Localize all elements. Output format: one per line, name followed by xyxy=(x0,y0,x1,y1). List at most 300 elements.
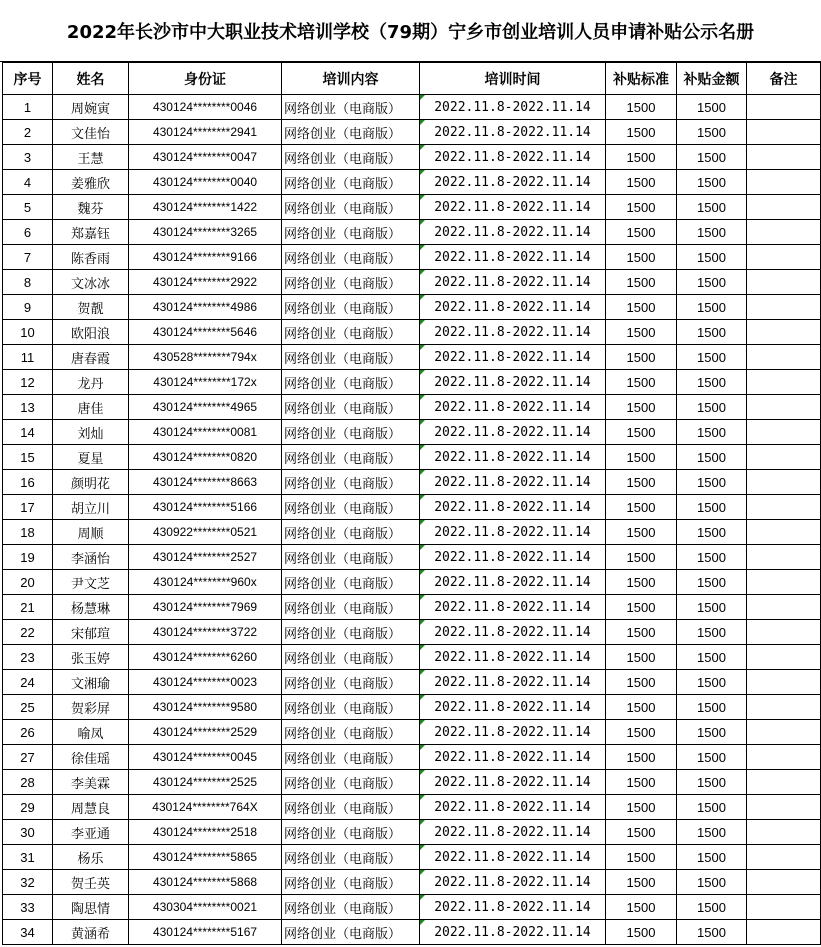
cell-no[interactable]: 12 xyxy=(3,370,53,395)
cell-name[interactable]: 夏星 xyxy=(53,445,129,470)
cell-time[interactable]: 2022.11.8-2022.11.14 xyxy=(420,670,606,695)
cell-time[interactable]: 2022.11.8-2022.11.14 xyxy=(420,820,606,845)
cell-time[interactable]: 2022.11.8-2022.11.14 xyxy=(420,220,606,245)
table-row xyxy=(3,370,821,395)
cell-amount[interactable]: 1500 xyxy=(677,870,747,895)
cell-time[interactable]: 2022.11.8-2022.11.14 xyxy=(420,270,606,295)
cell-content[interactable]: 网络创业（电商版） xyxy=(282,695,420,720)
cell-content[interactable]: 网络创业（电商版） xyxy=(282,520,420,545)
table-row xyxy=(3,545,821,570)
cell-note[interactable] xyxy=(747,420,821,445)
cell-id[interactable]: 430124********4986 xyxy=(129,295,282,320)
cell-standard[interactable]: 1500 xyxy=(606,870,677,895)
cell-name[interactable]: 魏芬 xyxy=(53,195,129,220)
table-row xyxy=(3,645,821,670)
cell-note[interactable] xyxy=(747,870,821,895)
cell-time[interactable]: 2022.11.8-2022.11.14 xyxy=(420,895,606,920)
cell-no[interactable]: 28 xyxy=(3,770,53,795)
cell-content[interactable]: 网络创业（电商版） xyxy=(282,395,420,420)
cell-name[interactable]: 王慧 xyxy=(53,145,129,170)
cell-no[interactable]: 2 xyxy=(3,120,53,145)
cell-time[interactable]: 2022.11.8-2022.11.14 xyxy=(420,520,606,545)
cell-no[interactable]: 6 xyxy=(3,220,53,245)
cell-amount[interactable]: 1500 xyxy=(677,495,747,520)
cell-no[interactable]: 14 xyxy=(3,420,53,445)
cell-name[interactable]: 贺壬英 xyxy=(53,870,129,895)
cell-note[interactable] xyxy=(747,495,821,520)
cell-standard[interactable]: 1500 xyxy=(606,145,677,170)
cell-standard[interactable]: 1500 xyxy=(606,845,677,870)
cell-content[interactable]: 网络创业（电商版） xyxy=(282,345,420,370)
cell-no[interactable]: 20 xyxy=(3,570,53,595)
cell-standard[interactable]: 1500 xyxy=(606,470,677,495)
cell-note[interactable] xyxy=(747,595,821,620)
cell-amount[interactable]: 1500 xyxy=(677,795,747,820)
cell-amount[interactable]: 1500 xyxy=(677,720,747,745)
cell-amount[interactable]: 1500 xyxy=(677,120,747,145)
cell-id[interactable]: 430124********8663 xyxy=(129,470,282,495)
cell-no[interactable]: 1 xyxy=(3,95,53,120)
cell-name[interactable]: 龙丹 xyxy=(53,370,129,395)
header-cell-id[interactable]: 身份证 xyxy=(129,63,282,95)
cell-content[interactable]: 网络创业（电商版） xyxy=(282,620,420,645)
cell-content[interactable]: 网络创业（电商版） xyxy=(282,745,420,770)
cell-content[interactable]: 网络创业（电商版） xyxy=(282,670,420,695)
cell-standard[interactable]: 1500 xyxy=(606,495,677,520)
cell-id[interactable]: 430124********2518 xyxy=(129,820,282,845)
cell-content[interactable]: 网络创业（电商版） xyxy=(282,545,420,570)
cell-content[interactable]: 网络创业（电商版） xyxy=(282,270,420,295)
cell-id[interactable]: 430124********9580 xyxy=(129,695,282,720)
cell-content[interactable]: 网络创业（电商版） xyxy=(282,220,420,245)
cell-time[interactable]: 2022.11.8-2022.11.14 xyxy=(420,470,606,495)
cell-content[interactable]: 网络创业（电商版） xyxy=(282,420,420,445)
cell-no[interactable]: 10 xyxy=(3,320,53,345)
cell-name[interactable]: 张玉婷 xyxy=(53,645,129,670)
cell-standard[interactable]: 1500 xyxy=(606,520,677,545)
cell-time[interactable]: 2022.11.8-2022.11.14 xyxy=(420,645,606,670)
cell-time[interactable]: 2022.11.8-2022.11.14 xyxy=(420,120,606,145)
cell-note[interactable] xyxy=(747,345,821,370)
cell-amount[interactable]: 1500 xyxy=(677,370,747,395)
cell-note[interactable] xyxy=(747,95,821,120)
cell-time[interactable]: 2022.11.8-2022.11.14 xyxy=(420,320,606,345)
cell-id[interactable]: 430124********0047 xyxy=(129,145,282,170)
header-cell-standard[interactable]: 补贴标准 xyxy=(606,63,677,95)
cell-content[interactable]: 网络创业（电商版） xyxy=(282,470,420,495)
cell-no[interactable]: 21 xyxy=(3,595,53,620)
table-row xyxy=(3,495,821,520)
cell-name[interactable]: 李涵怡 xyxy=(53,545,129,570)
cell-standard[interactable]: 1500 xyxy=(606,770,677,795)
cell-note[interactable] xyxy=(747,695,821,720)
cell-id[interactable]: 430124********5167 xyxy=(129,920,282,945)
cell-no[interactable]: 5 xyxy=(3,195,53,220)
cell-id[interactable]: 430124********2527 xyxy=(129,545,282,570)
cell-time[interactable]: 2022.11.8-2022.11.14 xyxy=(420,745,606,770)
cell-note[interactable] xyxy=(747,445,821,470)
cell-amount[interactable]: 1500 xyxy=(677,395,747,420)
cell-amount[interactable]: 1500 xyxy=(677,320,747,345)
cell-amount[interactable]: 1500 xyxy=(677,545,747,570)
cell-id[interactable]: 430124********2529 xyxy=(129,720,282,745)
cell-note[interactable] xyxy=(747,770,821,795)
cell-note[interactable] xyxy=(747,395,821,420)
cell-no[interactable]: 18 xyxy=(3,520,53,545)
cell-no[interactable]: 33 xyxy=(3,895,53,920)
table-row xyxy=(3,220,821,245)
cell-amount[interactable]: 1500 xyxy=(677,420,747,445)
cell-standard[interactable]: 1500 xyxy=(606,445,677,470)
cell-time[interactable]: 2022.11.8-2022.11.14 xyxy=(420,445,606,470)
cell-no[interactable]: 11 xyxy=(3,345,53,370)
table-row xyxy=(3,870,821,895)
cell-no[interactable]: 22 xyxy=(3,620,53,645)
cell-no[interactable]: 8 xyxy=(3,270,53,295)
cell-standard[interactable]: 1500 xyxy=(606,920,677,945)
cell-note[interactable] xyxy=(747,270,821,295)
cell-no[interactable]: 15 xyxy=(3,445,53,470)
cell-name[interactable]: 陈香雨 xyxy=(53,245,129,270)
cell-content[interactable]: 网络创业（电商版） xyxy=(282,845,420,870)
cell-no[interactable]: 34 xyxy=(3,920,53,945)
cell-name[interactable]: 徐佳瑶 xyxy=(53,745,129,770)
cell-id[interactable]: 430124********960x xyxy=(129,570,282,595)
cell-amount[interactable]: 1500 xyxy=(677,95,747,120)
header-cell-content[interactable]: 培训内容 xyxy=(282,63,420,95)
cell-name[interactable]: 唐春霞 xyxy=(53,345,129,370)
cell-no[interactable]: 27 xyxy=(3,745,53,770)
cell-amount[interactable]: 1500 xyxy=(677,145,747,170)
cell-note[interactable] xyxy=(747,920,821,945)
cell-amount[interactable]: 1500 xyxy=(677,595,747,620)
cell-content[interactable]: 网络创业（电商版） xyxy=(282,595,420,620)
cell-time[interactable]: 2022.11.8-2022.11.14 xyxy=(420,395,606,420)
cell-content[interactable]: 网络创业（电商版） xyxy=(282,445,420,470)
header-cell-name[interactable]: 姓名 xyxy=(53,63,129,95)
cell-content[interactable]: 网络创业（电商版） xyxy=(282,920,420,945)
cell-id[interactable]: 430124********7969 xyxy=(129,595,282,620)
cell-note[interactable] xyxy=(747,895,821,920)
header-row xyxy=(3,63,821,95)
table-row xyxy=(3,795,821,820)
cell-time[interactable]: 2022.11.8-2022.11.14 xyxy=(420,295,606,320)
cell-no[interactable]: 25 xyxy=(3,695,53,720)
cell-standard[interactable]: 1500 xyxy=(606,795,677,820)
cell-note[interactable] xyxy=(747,520,821,545)
cell-name[interactable]: 文冰冰 xyxy=(53,270,129,295)
cell-amount[interactable]: 1500 xyxy=(677,270,747,295)
cell-id[interactable]: 430304********0021 xyxy=(129,895,282,920)
cell-name[interactable]: 黄涵希 xyxy=(53,920,129,945)
cell-time[interactable]: 2022.11.8-2022.11.14 xyxy=(420,695,606,720)
cell-content[interactable]: 网络创业（电商版） xyxy=(282,895,420,920)
cell-name[interactable]: 文湘瑜 xyxy=(53,670,129,695)
cell-no[interactable]: 7 xyxy=(3,245,53,270)
cell-content[interactable]: 网络创业（电商版） xyxy=(282,320,420,345)
cell-standard[interactable]: 1500 xyxy=(606,120,677,145)
cell-no[interactable]: 32 xyxy=(3,870,53,895)
cell-content[interactable]: 网络创业（电商版） xyxy=(282,770,420,795)
cell-amount[interactable]: 1500 xyxy=(677,570,747,595)
cell-id[interactable]: 430124********5166 xyxy=(129,495,282,520)
cell-no[interactable]: 4 xyxy=(3,170,53,195)
cell-name[interactable]: 胡立川 xyxy=(53,495,129,520)
cell-time[interactable]: 2022.11.8-2022.11.14 xyxy=(420,495,606,520)
cell-standard[interactable]: 1500 xyxy=(606,620,677,645)
cell-id[interactable]: 430124********0023 xyxy=(129,670,282,695)
cell-id[interactable]: 430922********0521 xyxy=(129,520,282,545)
subsidy-table xyxy=(2,62,821,945)
cell-no[interactable]: 3 xyxy=(3,145,53,170)
table-row xyxy=(3,245,821,270)
cell-no[interactable]: 29 xyxy=(3,795,53,820)
cell-note[interactable] xyxy=(747,245,821,270)
cell-id[interactable]: 430124********0081 xyxy=(129,420,282,445)
cell-id[interactable]: 430124********0046 xyxy=(129,95,282,120)
table-row xyxy=(3,770,821,795)
cell-name[interactable]: 文佳怡 xyxy=(53,120,129,145)
cell-id[interactable]: 430124********2941 xyxy=(129,120,282,145)
cell-name[interactable]: 杨慧琳 xyxy=(53,595,129,620)
cell-content[interactable]: 网络创业（电商版） xyxy=(282,495,420,520)
cell-amount[interactable]: 1500 xyxy=(677,445,747,470)
table-row xyxy=(3,670,821,695)
cell-amount[interactable]: 1500 xyxy=(677,745,747,770)
cell-amount[interactable]: 1500 xyxy=(677,620,747,645)
cell-note[interactable] xyxy=(747,670,821,695)
cell-standard[interactable]: 1500 xyxy=(606,320,677,345)
cell-standard[interactable]: 1500 xyxy=(606,545,677,570)
cell-name[interactable]: 陶思情 xyxy=(53,895,129,920)
cell-note[interactable] xyxy=(747,720,821,745)
cell-name[interactable]: 李美霖 xyxy=(53,770,129,795)
cell-note[interactable] xyxy=(747,145,821,170)
cell-name[interactable]: 唐佳 xyxy=(53,395,129,420)
cell-amount[interactable]: 1500 xyxy=(677,895,747,920)
cell-name[interactable]: 喻凤 xyxy=(53,720,129,745)
cell-standard[interactable]: 1500 xyxy=(606,745,677,770)
table-row xyxy=(3,895,821,920)
cell-id[interactable]: 430124********1422 xyxy=(129,195,282,220)
cell-id[interactable]: 430124********5646 xyxy=(129,320,282,345)
cell-time[interactable]: 2022.11.8-2022.11.14 xyxy=(420,420,606,445)
cell-no[interactable]: 13 xyxy=(3,395,53,420)
header-cell-note[interactable]: 备注 xyxy=(747,63,821,95)
cell-name[interactable]: 郑嘉钰 xyxy=(53,220,129,245)
cell-time[interactable]: 2022.11.8-2022.11.14 xyxy=(420,170,606,195)
cell-no[interactable]: 31 xyxy=(3,845,53,870)
cell-time[interactable]: 2022.11.8-2022.11.14 xyxy=(420,870,606,895)
cell-note[interactable] xyxy=(747,570,821,595)
cell-time[interactable]: 2022.11.8-2022.11.14 xyxy=(420,145,606,170)
cell-time[interactable]: 2022.11.8-2022.11.14 xyxy=(420,95,606,120)
cell-time[interactable]: 2022.11.8-2022.11.14 xyxy=(420,795,606,820)
cell-id[interactable]: 430124********764X xyxy=(129,795,282,820)
table-row xyxy=(3,695,821,720)
cell-standard[interactable]: 1500 xyxy=(606,170,677,195)
cell-time[interactable]: 2022.11.8-2022.11.14 xyxy=(420,845,606,870)
cell-note[interactable] xyxy=(747,795,821,820)
cell-note[interactable] xyxy=(747,195,821,220)
cell-no[interactable]: 16 xyxy=(3,470,53,495)
cell-name[interactable]: 刘灿 xyxy=(53,420,129,445)
cell-no[interactable]: 9 xyxy=(3,295,53,320)
cell-standard[interactable]: 1500 xyxy=(606,370,677,395)
cell-id[interactable]: 430124********5868 xyxy=(129,870,282,895)
cell-note[interactable] xyxy=(747,220,821,245)
cell-name[interactable]: 李亚通 xyxy=(53,820,129,845)
cell-content[interactable]: 网络创业（电商版） xyxy=(282,295,420,320)
cell-standard[interactable]: 1500 xyxy=(606,295,677,320)
cell-time[interactable]: 2022.11.8-2022.11.14 xyxy=(420,720,606,745)
cell-id[interactable]: 430124********2525 xyxy=(129,770,282,795)
cell-standard[interactable]: 1500 xyxy=(606,245,677,270)
cell-id[interactable]: 430124********6260 xyxy=(129,645,282,670)
cell-content[interactable]: 网络创业（电商版） xyxy=(282,195,420,220)
cell-content[interactable]: 网络创业（电商版） xyxy=(282,870,420,895)
cell-amount[interactable]: 1500 xyxy=(677,820,747,845)
cell-no[interactable]: 17 xyxy=(3,495,53,520)
cell-no[interactable]: 24 xyxy=(3,670,53,695)
cell-content[interactable]: 网络创业（电商版） xyxy=(282,720,420,745)
cell-time[interactable]: 2022.11.8-2022.11.14 xyxy=(420,195,606,220)
cell-name[interactable]: 贺靓 xyxy=(53,295,129,320)
cell-standard[interactable]: 1500 xyxy=(606,345,677,370)
cell-amount[interactable]: 1500 xyxy=(677,345,747,370)
cell-note[interactable] xyxy=(747,170,821,195)
cell-note[interactable] xyxy=(747,295,821,320)
cell-name[interactable]: 宋郁瑄 xyxy=(53,620,129,645)
cell-note[interactable] xyxy=(747,620,821,645)
cell-standard[interactable]: 1500 xyxy=(606,420,677,445)
cell-note[interactable] xyxy=(747,820,821,845)
cell-amount[interactable]: 1500 xyxy=(677,695,747,720)
cell-content[interactable]: 网络创业（电商版） xyxy=(282,245,420,270)
cell-time[interactable]: 2022.11.8-2022.11.14 xyxy=(420,770,606,795)
cell-content[interactable]: 网络创业（电商版） xyxy=(282,370,420,395)
cell-amount[interactable]: 1500 xyxy=(677,470,747,495)
cell-standard[interactable]: 1500 xyxy=(606,645,677,670)
cell-no[interactable]: 26 xyxy=(3,720,53,745)
cell-amount[interactable]: 1500 xyxy=(677,170,747,195)
cell-content[interactable]: 网络创业（电商版） xyxy=(282,570,420,595)
cell-time[interactable]: 2022.11.8-2022.11.14 xyxy=(420,620,606,645)
header-cell-time[interactable]: 培训时间 xyxy=(420,63,606,95)
cell-content[interactable]: 网络创业（电商版） xyxy=(282,820,420,845)
cell-time[interactable]: 2022.11.8-2022.11.14 xyxy=(420,570,606,595)
cell-time[interactable]: 2022.11.8-2022.11.14 xyxy=(420,595,606,620)
cell-note[interactable] xyxy=(747,470,821,495)
cell-amount[interactable]: 1500 xyxy=(677,520,747,545)
cell-content[interactable]: 网络创业（电商版） xyxy=(282,95,420,120)
cell-standard[interactable]: 1500 xyxy=(606,695,677,720)
cell-amount[interactable]: 1500 xyxy=(677,920,747,945)
cell-id[interactable]: 430124********0040 xyxy=(129,170,282,195)
cell-standard[interactable]: 1500 xyxy=(606,195,677,220)
cell-id[interactable]: 430124********0820 xyxy=(129,445,282,470)
table-row xyxy=(3,195,821,220)
cell-id[interactable]: 430124********4965 xyxy=(129,395,282,420)
cell-note[interactable] xyxy=(747,370,821,395)
cell-id[interactable]: 430124********2922 xyxy=(129,270,282,295)
cell-content[interactable]: 网络创业（电商版） xyxy=(282,645,420,670)
cell-time[interactable]: 2022.11.8-2022.11.14 xyxy=(420,245,606,270)
cell-no[interactable]: 23 xyxy=(3,645,53,670)
cell-standard[interactable]: 1500 xyxy=(606,895,677,920)
cell-id[interactable]: 430124********5865 xyxy=(129,845,282,870)
cell-name[interactable]: 尹文芝 xyxy=(53,570,129,595)
cell-note[interactable] xyxy=(747,545,821,570)
cell-id[interactable]: 430124********3722 xyxy=(129,620,282,645)
table-row xyxy=(3,470,821,495)
cell-amount[interactable]: 1500 xyxy=(677,845,747,870)
cell-content[interactable]: 网络创业（电商版） xyxy=(282,795,420,820)
cell-time[interactable]: 2022.11.8-2022.11.14 xyxy=(420,345,606,370)
cell-amount[interactable]: 1500 xyxy=(677,245,747,270)
cell-note[interactable] xyxy=(747,645,821,670)
cell-standard[interactable]: 1500 xyxy=(606,820,677,845)
cell-standard[interactable]: 1500 xyxy=(606,395,677,420)
cell-name[interactable]: 颜明花 xyxy=(53,470,129,495)
cell-standard[interactable]: 1500 xyxy=(606,720,677,745)
cell-note[interactable] xyxy=(747,845,821,870)
cell-id[interactable]: 430124********172x xyxy=(129,370,282,395)
cell-time[interactable]: 2022.11.8-2022.11.14 xyxy=(420,545,606,570)
cell-note[interactable] xyxy=(747,745,821,770)
cell-standard[interactable]: 1500 xyxy=(606,670,677,695)
table-row xyxy=(3,920,821,945)
cell-name[interactable]: 贺彩屏 xyxy=(53,695,129,720)
cell-time[interactable]: 2022.11.8-2022.11.14 xyxy=(420,370,606,395)
cell-name[interactable]: 姜雅欣 xyxy=(53,170,129,195)
cell-amount[interactable]: 1500 xyxy=(677,220,747,245)
cell-id[interactable]: 430528********794x xyxy=(129,345,282,370)
cell-no[interactable]: 19 xyxy=(3,545,53,570)
cell-name[interactable]: 周婉寅 xyxy=(53,95,129,120)
header-cell-amount[interactable]: 补贴金额 xyxy=(677,63,747,95)
cell-amount[interactable]: 1500 xyxy=(677,645,747,670)
cell-name[interactable]: 杨乐 xyxy=(53,845,129,870)
cell-name[interactable]: 欧阳浪 xyxy=(53,320,129,345)
cell-no[interactable]: 30 xyxy=(3,820,53,845)
header-cell-no[interactable]: 序号 xyxy=(3,63,53,95)
cell-time[interactable]: 2022.11.8-2022.11.14 xyxy=(420,920,606,945)
table-row xyxy=(3,145,821,170)
cell-amount[interactable]: 1500 xyxy=(677,295,747,320)
cell-amount[interactable]: 1500 xyxy=(677,195,747,220)
cell-content[interactable]: 网络创业（电商版） xyxy=(282,120,420,145)
cell-amount[interactable]: 1500 xyxy=(677,770,747,795)
cell-standard[interactable]: 1500 xyxy=(606,570,677,595)
cell-id[interactable]: 430124********0045 xyxy=(129,745,282,770)
cell-amount[interactable]: 1500 xyxy=(677,670,747,695)
cell-name[interactable]: 周慧良 xyxy=(53,795,129,820)
cell-id[interactable]: 430124********9166 xyxy=(129,245,282,270)
cell-standard[interactable]: 1500 xyxy=(606,595,677,620)
cell-content[interactable]: 网络创业（电商版） xyxy=(282,170,420,195)
table-row xyxy=(3,445,821,470)
cell-note[interactable] xyxy=(747,320,821,345)
cell-id[interactable]: 430124********3265 xyxy=(129,220,282,245)
cell-standard[interactable]: 1500 xyxy=(606,270,677,295)
cell-standard[interactable]: 1500 xyxy=(606,95,677,120)
cell-note[interactable] xyxy=(747,120,821,145)
table-row xyxy=(3,120,821,145)
cell-content[interactable]: 网络创业（电商版） xyxy=(282,145,420,170)
cell-name[interactable]: 周顺 xyxy=(53,520,129,545)
cell-standard[interactable]: 1500 xyxy=(606,220,677,245)
